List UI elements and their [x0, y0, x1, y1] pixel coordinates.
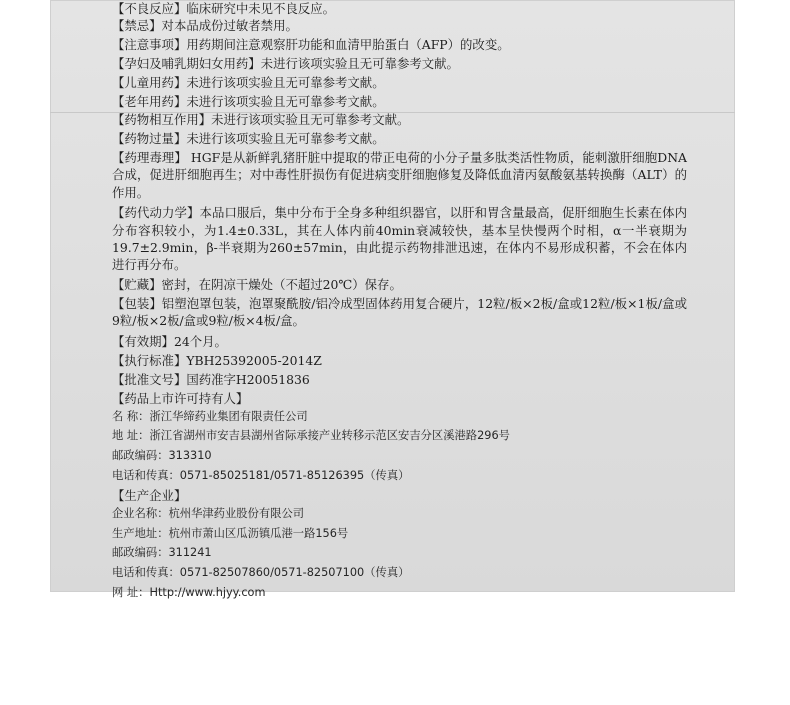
website: 网 址：Http://www.hjyy.com [112, 586, 266, 600]
standard: 【执行标准】YBH25392005-2014Z [112, 352, 322, 368]
geriatric-use: 【老年用药】未进行该项实验且无可靠参考文献。 [112, 94, 385, 109]
storage: 【贮藏】密封，在阴凉干燥处（不超过20℃）保存。 [112, 276, 402, 292]
precautions: 【注意事项】用药期间注意观察肝功能和血清甲胎蛋白（AFP）的改变。 [112, 37, 510, 52]
package-insert [112, 0, 687, 603]
pediatric-use: 【儿童用药】未进行该项实验且无可靠参考文献。 [112, 75, 385, 90]
contraindications: 【禁忌】对本品成份过敏者禁用。 [112, 18, 298, 33]
manufacturer-postcode: 邮政编码：311241 [112, 546, 212, 560]
drug-interactions: 【药物相互作用】未进行该项实验且无可靠参考文献。 [112, 112, 410, 127]
manufacturer-phone: 电话和传真：0571-82507860/0571-82507100（传真） [112, 566, 410, 580]
manufacturer-address: 生产地址：杭州市萧山区瓜沥镇瓜港一路156号 [112, 526, 349, 540]
pharmacokinetics: 【药代动力学】本品口服后，集中分布于全身多种组织器官，以肝和胃含量最高，促肝细胞生长素在体内分布容积较小，为1.4±0.33L，其在人体内前40min衰减较快，基本呈快慢两个时相，α一半衰期为19.7±2.9min，β-半衰期为260±57min，由此提示药物排泄迅速，在体内不易形成积蓄，不会在体内进行再分布。 [112, 205, 687, 273]
mah-header: 【药品上市许可持有人】 [112, 390, 249, 406]
pharmacology-toxicology: 【药理毒理】 HGF是从新鲜乳猪肝脏中提取的带正电荷的小分子量多肽类活性物质，能刺激肝细胞DNA合成，促进肝细胞再生；对中毒性肝损伤有促进病变肝细胞修复及降低血清丙氨酸氨基转换酶（ALT）的作用。 [112, 150, 687, 200]
packaging: 【包装】铝塑泡罩包装，泡罩聚酰胺/铝冷成型固体药用复合硬片，12粒/板×2板/盒或12粒/板×1板/盒或9粒/板×2板/盒或9粒/板×4板/盒。 [112, 295, 687, 329]
pregnancy-lactation: 【孕妇及哺乳期妇女用药】未进行该项实验且无可靠参考文献。 [112, 56, 459, 71]
mah-address: 地 址：浙江省湖州市安吉县湖州省际承接产业转移示范区安吉分区溪港路296号 [112, 429, 510, 443]
adverse-reactions: 【不良反应】临床研究中未见不良反应。 [112, 1, 336, 16]
validity: 【有效期】24个月。 [112, 333, 227, 349]
mah-name: 名 称：浙江华缔药业集团有限责任公司 [112, 409, 308, 423]
overdose: 【药物过量】未进行该项实验且无可靠参考文献。 [112, 131, 385, 146]
manufacturer-header: 【生产企业】 [112, 487, 187, 503]
approval-number: 【批准文号】国药准字H20051836 [112, 371, 310, 387]
mah-postcode: 邮政编码：313310 [112, 449, 212, 463]
mah-phone: 电话和传真：0571-85025181/0571-85126395（传真） [112, 469, 410, 483]
manufacturer-name: 企业名称：杭州华津药业股份有限公司 [112, 506, 305, 520]
